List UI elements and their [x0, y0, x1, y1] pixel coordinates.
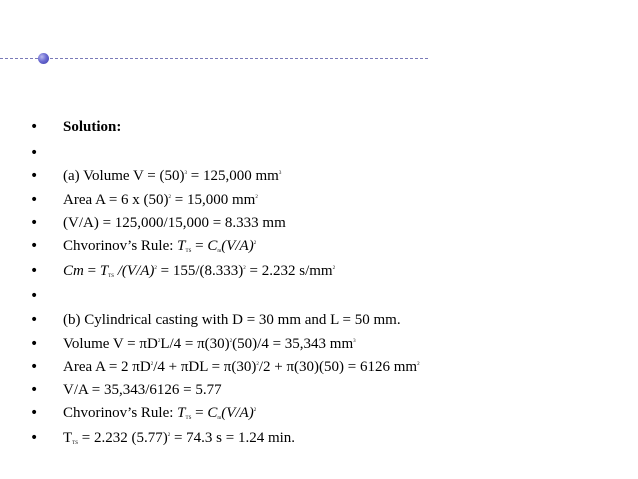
- text-segment: /2 + π(30)(50) = 6126 mm: [258, 359, 418, 375]
- text-segment: (50)/4 = 35,343 mm: [232, 336, 354, 352]
- list-item: [0, 307, 620, 333]
- list-item-text: [63, 258, 335, 284]
- text-segment: 2: [243, 266, 246, 271]
- text-segment: =: [191, 405, 208, 421]
- text-segment: 3: [353, 339, 356, 344]
- bullet-icon: •: [30, 263, 39, 279]
- list-item: [0, 425, 620, 451]
- bullet-icon: •: [30, 336, 39, 352]
- text-segment: C: [207, 405, 218, 421]
- text-segment: 3: [184, 171, 188, 176]
- text-segment: Chvorinov’s Rule:: [63, 238, 178, 254]
- list-item: [0, 163, 620, 189]
- text-segment: = 2.232 s/mm: [245, 263, 333, 279]
- text-segment: 2: [150, 362, 154, 367]
- text-segment: Cm: [63, 263, 84, 279]
- text-segment: 2: [167, 433, 171, 438]
- bullet-icon: •: [30, 145, 39, 161]
- list-item-text: [63, 307, 401, 333]
- bullet-icon: •: [30, 192, 39, 208]
- list-item: [0, 114, 620, 140]
- bullet-icon: •: [30, 215, 39, 231]
- text-segment: (b) Cylindrical casting with D = 30 mm and L = 50 mm.: [63, 312, 401, 328]
- text-segment: T: [63, 430, 73, 446]
- text-segment: m: [217, 249, 222, 254]
- text-segment: L/4 = π(30): [160, 336, 230, 352]
- text-segment: TS: [185, 416, 192, 421]
- text-segment: 2: [168, 195, 172, 200]
- text-segment: /4 + πDL = π(30): [153, 359, 257, 375]
- text-segment: 3: [278, 171, 282, 176]
- text-segment: T: [177, 238, 186, 254]
- text-segment: Area A = 6 x (50): [63, 192, 169, 208]
- bullet-icon: •: [30, 405, 39, 421]
- text-segment: (V/A): [221, 405, 254, 421]
- text-segment: Volume V = πD: [63, 336, 158, 352]
- list-item: [0, 400, 620, 426]
- list-item-text: [63, 114, 121, 140]
- text-segment: TS: [72, 441, 79, 446]
- bullet-icon: •: [30, 382, 39, 398]
- text-segment: (V/A): [221, 238, 254, 254]
- text-segment: 2: [256, 362, 259, 367]
- text-segment: 2: [417, 362, 420, 367]
- list-item: [0, 283, 620, 309]
- text-segment: 2: [332, 266, 336, 271]
- text-segment: = 125,000 mm: [187, 168, 279, 184]
- bullet-icon: •: [30, 238, 39, 254]
- text-segment: 2: [157, 339, 161, 344]
- text-segment: m: [217, 416, 222, 421]
- text-segment: Chvorinov’s Rule:: [63, 405, 178, 421]
- text-segment: =: [83, 263, 100, 279]
- text-segment: Area A = 2 πD: [63, 359, 151, 375]
- list-item: [0, 258, 620, 284]
- text-segment: 2: [229, 339, 233, 344]
- list-item-text: [63, 400, 256, 426]
- bullet-icon: •: [30, 312, 39, 328]
- bullet-icon: •: [30, 430, 39, 446]
- text-segment: 2: [253, 241, 257, 246]
- list-item-text: [63, 163, 281, 189]
- text-segment: (a) Volume V = (50): [63, 168, 185, 184]
- text-segment: (V/A) = 125,000/15,000 = 8.333 mm: [63, 215, 286, 231]
- list-item-text: [63, 233, 256, 259]
- text-segment: TS: [108, 274, 114, 279]
- bullet-icon: •: [30, 288, 39, 304]
- list-item: [0, 233, 620, 259]
- text-segment: Solution:: [63, 119, 122, 135]
- text-segment: = 2.232 (5.77): [78, 430, 168, 446]
- text-segment: V/A = 35,343/6126 = 5.77: [63, 382, 222, 398]
- list-item-text: [63, 425, 295, 451]
- text-segment: T: [99, 263, 109, 279]
- text-segment: = 74.3 s = 1.24 min.: [170, 430, 296, 446]
- bullet-icon: •: [30, 119, 39, 135]
- text-segment: 2: [154, 266, 157, 271]
- text-segment: /(V/A): [114, 263, 155, 279]
- text-segment: C: [207, 238, 218, 254]
- text-segment: = 15,000 mm: [171, 192, 256, 208]
- text-segment: TS: [185, 249, 192, 254]
- text-segment: T: [177, 405, 186, 421]
- text-segment: = 155/(8.333): [156, 263, 244, 279]
- bullet-icon: •: [30, 359, 39, 375]
- text-segment: =: [191, 238, 208, 254]
- bullet-icon: •: [30, 168, 39, 184]
- text-segment: 2: [255, 195, 258, 200]
- text-segment: 2: [253, 408, 257, 413]
